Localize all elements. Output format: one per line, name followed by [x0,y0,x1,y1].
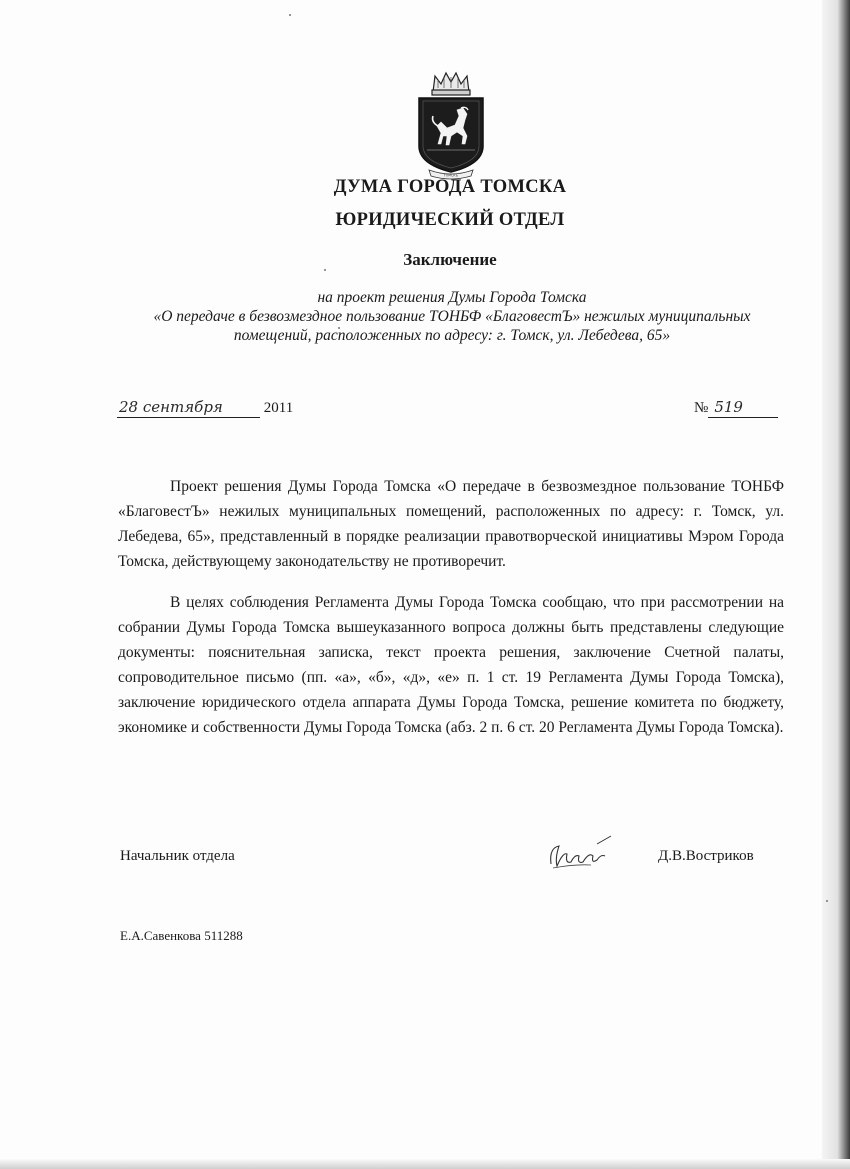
subject-line-1: на проект решения Думы Города Томска [317,289,587,306]
scan-speck [289,14,291,16]
body-paragraph-1: Проект решения Думы Города Томска «О передаче в безвозмездное пользование ТОНБФ «БлаговестЪ» нежилых муниципальных помещений, расположенных по адресу: г. Томск, ул. Лебедева, 65», представленный в порядке реализации правотворческой инициативы Мэром Города Томска, действующему законодательству не противоречит. [118,478,784,570]
scan-bottom-edge [0,1159,850,1169]
signatory-name: Д.В.Востриков [658,848,754,864]
tomsk-coat-of-arms-icon [411,70,491,182]
emblem-motto: ТОМСКЪ [443,173,459,178]
department-name: ЮРИДИЧЕСКИЙ ОТДЕЛ [335,210,565,230]
date-underline [117,398,260,418]
scan-right-edge [822,0,850,1169]
number-label: № [694,400,709,416]
document-number [694,398,778,418]
scan-speck [826,900,828,902]
subject-line-3: помещений, расположенных по адресу: г. Томск, ул. Лебедева, 65» [233,327,671,344]
handwritten-signature [545,834,615,874]
document-date [117,398,293,418]
number-underline [708,398,778,418]
handwritten-date: 28 сентября [119,398,223,416]
handwritten-number: 519 [714,398,743,416]
subject-line-2: «О передаче в безвозмездное пользование ТОНБФ «БлаговестЪ» нежилых муниципальных [153,308,751,325]
document-type-title: Заключение [403,250,497,269]
org-name: ДУМА ГОРОДА ТОМСКА [333,177,567,197]
signatory-title: Начальник отдела [120,848,235,864]
executor-contact: Е.А.Савенкова 511288 [120,928,243,943]
body-paragraph-2: В целях соблюдения Регламента Думы Города Томска сообщаю, что при рассмотрении на собрании Думы Города Томска вышеуказанного вопроса должны быть представлены следующие документы: пояснительная записка, текст проекта решения, заключение Счетной палаты, сопроводительное письмо (пп. «а», «б», «д», «е» п. 1 ст. 19 Регламента Думы Города Томска), заключение юридического отдела аппарата Думы Города Томска, решение комитета по бюджету, экономике и собственности Думы Города Томска (абз. 2 п. 6 ст. 20 Регламента Думы Города Томска). [118,594,784,736]
date-year: 2011 [263,400,294,416]
